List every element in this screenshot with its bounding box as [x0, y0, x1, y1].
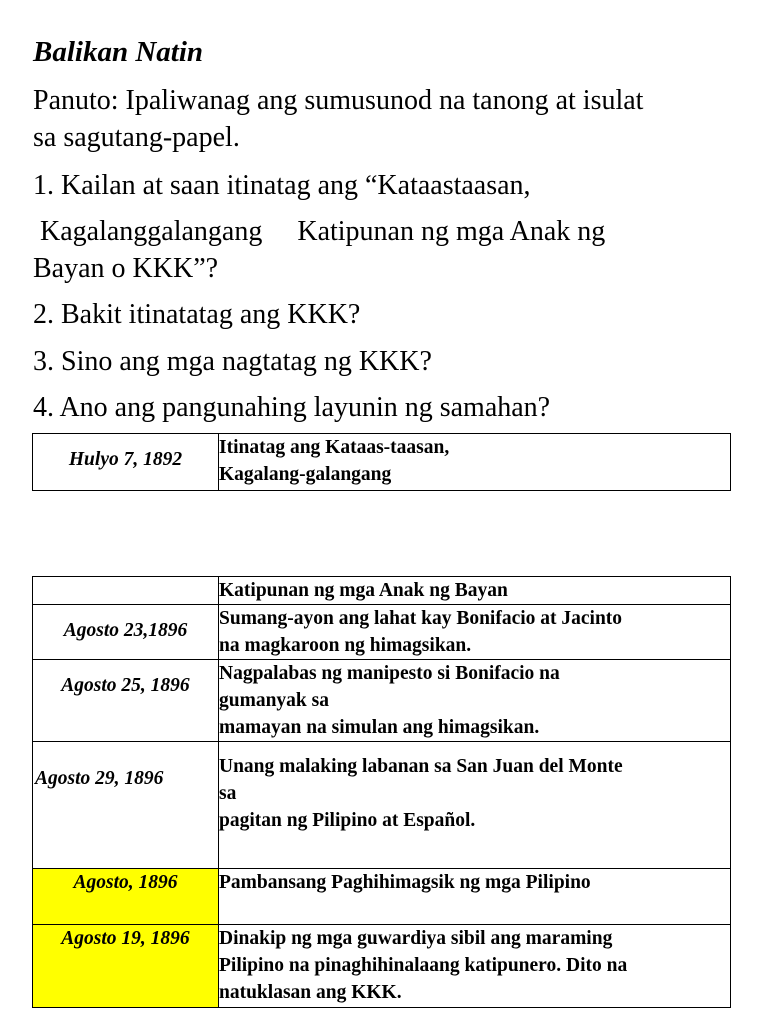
question-1: 1. Kailan at saan itinatag ang “Kataastaasan, [33, 170, 531, 201]
instruction-line-2: sa sagutang-papel. [33, 122, 240, 153]
row-description [219, 434, 731, 491]
section-title: Balikan Natin [33, 36, 204, 68]
table-row [33, 869, 731, 925]
description-line: mamayan na simulan ang himagsikan. [219, 717, 540, 738]
row-date: Agosto 23,1896 [33, 605, 219, 660]
row-description [219, 925, 731, 1008]
row-description [219, 605, 731, 660]
table-row [33, 434, 731, 491]
timeline-table-1 [32, 433, 731, 491]
timeline-table-2 [32, 576, 731, 1008]
description-line: Kagalang-galangang [219, 464, 392, 485]
description-line: Pilipino na pinaghihinalaang katipunero. Dito na [219, 955, 628, 976]
description-line: Pambansang Paghihimagsik ng mga Pilipino [219, 872, 591, 893]
row-description [219, 742, 731, 869]
instruction-line-1: Panuto: Ipaliwanag ang sumusunod na tanong at isulat [33, 85, 644, 116]
row-date: Hulyo 7, 1892 [33, 434, 219, 491]
question-4: 4. Ano ang pangunahing layunin ng samahan? [33, 392, 551, 423]
description-line: Katipunan ng mga Anak ng Bayan [219, 580, 508, 601]
description-line: gumanyak sa [219, 690, 329, 711]
description-line: pagitan ng Pilipino at Español. [219, 810, 476, 831]
question-3: 3. Sino ang mga nagtatag ng KKK? [33, 346, 432, 377]
row-date: Agosto 29, 1896 [33, 742, 219, 869]
description-line: natuklasan ang KKK. [219, 982, 402, 1003]
description-line: Dinakip ng mga guwardiya sibil ang maraming [219, 928, 613, 949]
row-date: Agosto 25, 1896 [33, 660, 219, 742]
table-row [33, 605, 731, 660]
description-line: Sumang-ayon ang lahat kay Bonifacio at Jacinto [219, 608, 623, 629]
question-1-continued: Kagalanggalangang Katipunan ng mga Anak ng [33, 216, 606, 247]
table-row [33, 577, 731, 605]
description-line: sa [219, 783, 237, 804]
row-date: Agosto 19, 1896 [33, 925, 219, 1008]
table-row [33, 925, 731, 1008]
row-description [219, 869, 731, 925]
row-date [33, 577, 219, 605]
description-line: Nagpalabas ng manipesto si Bonifacio na [219, 663, 560, 684]
table-row [33, 742, 731, 869]
row-description [219, 577, 731, 605]
row-description [219, 660, 731, 742]
description-line: na magkaroon ng himagsikan. [219, 635, 472, 656]
table-row [33, 660, 731, 742]
row-date: Agosto, 1896 [33, 869, 219, 925]
question-2: 2. Bakit itinatatag ang KKK? [33, 299, 361, 330]
description-line: Unang malaking labanan sa San Juan del Monte [219, 756, 623, 777]
description-line: Itinatag ang Kataas-taasan, [219, 437, 450, 458]
question-1-end: Bayan o KKK”? [33, 253, 219, 284]
